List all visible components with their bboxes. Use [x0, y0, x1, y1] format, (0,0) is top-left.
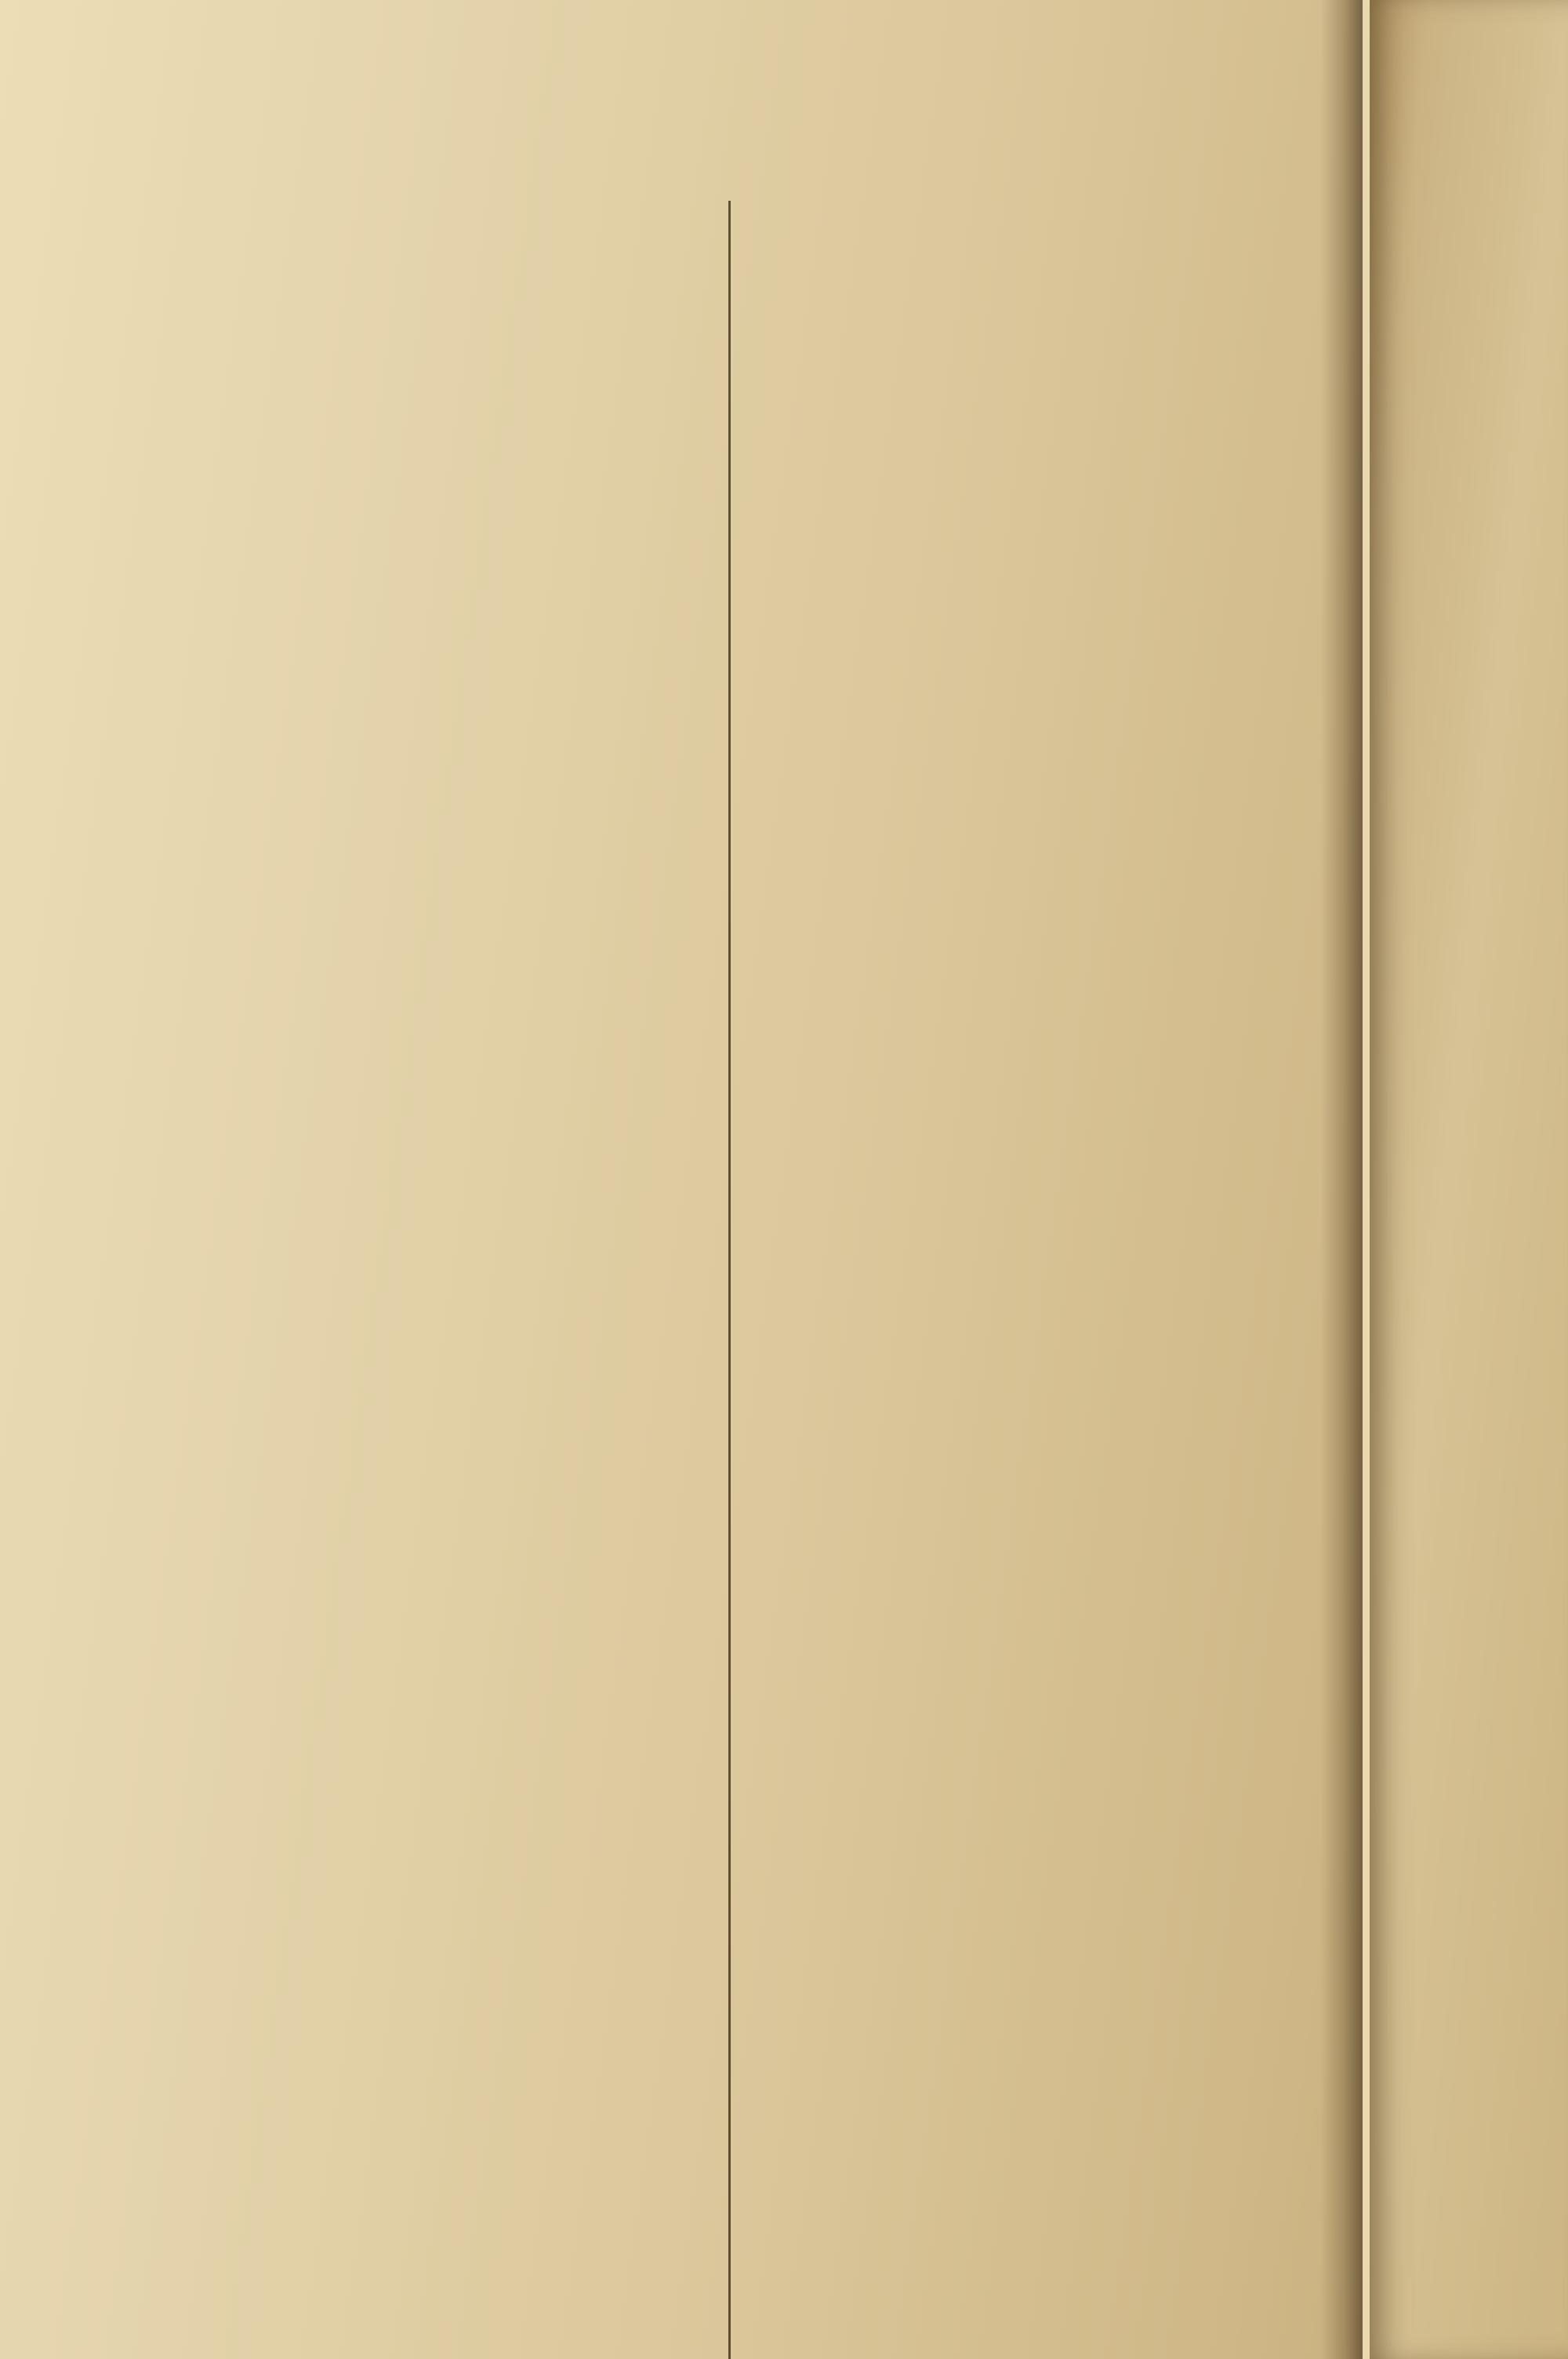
page-edge-highlight — [1363, 0, 1370, 2359]
next-page-edge — [1370, 0, 1568, 2359]
left-text-column — [49, 133, 717, 2359]
page-fold-shadow — [1320, 0, 1363, 2359]
column-divider-rule — [728, 201, 731, 2359]
middle-text-column — [746, 130, 1363, 2359]
